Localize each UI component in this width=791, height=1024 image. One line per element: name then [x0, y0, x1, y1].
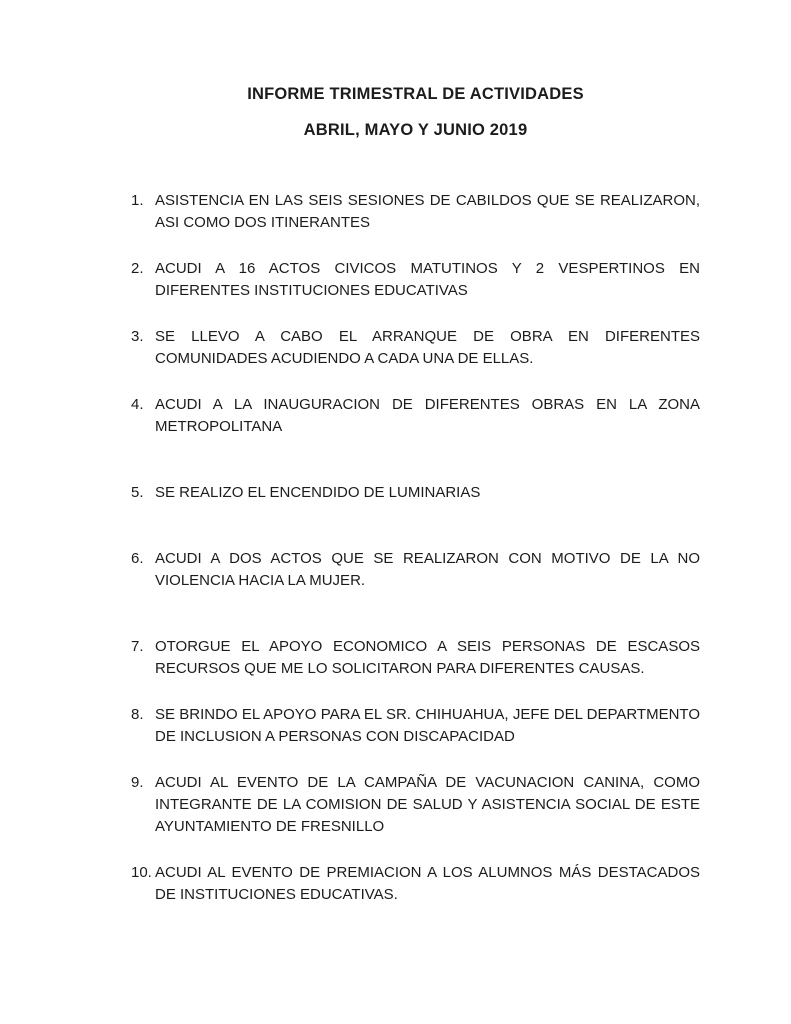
- list-item-number: 7.: [131, 638, 144, 655]
- list-item-number: 9.: [131, 774, 144, 791]
- list-item-text: SE REALIZO EL ENCENDIDO DE LUMINARIAS: [155, 484, 481, 501]
- list-item: [131, 482, 700, 504]
- list-item-number: 5.: [131, 484, 144, 501]
- list-item-number: 3.: [131, 328, 144, 345]
- list-item: [131, 636, 700, 680]
- list-item-number: 10.: [131, 864, 152, 881]
- list-item-number: 6.: [131, 550, 144, 567]
- numbered-list: [131, 190, 700, 906]
- document-title: INFORME TRIMESTRAL DE ACTIVIDADES: [247, 85, 584, 103]
- list-item-text: OTORGUE EL APOYO ECONOMICO A SEIS PERSONAS DE ESCASOS RECURSOS QUE ME LO SOLICITARON PARA DIFERENTES CAUSAS.: [155, 638, 700, 677]
- list-item-text: SE BRINDO EL APOYO PARA EL SR. CHIHUAHUA, JEFE DEL DEPARTMENTO DE INCLUSION A PERSONAS CON DISCAPACIDAD: [155, 706, 700, 745]
- list-item-text: ACUDI AL EVENTO DE PREMIACION A LOS ALUMNOS MÁS DESTACADOS DE INSTITUCIONES EDUCATIVAS.: [155, 864, 700, 903]
- list-item: [131, 326, 700, 370]
- list-item-text: SE LLEVO A CABO EL ARRANQUE DE OBRA EN DIFERENTES COMUNIDADES ACUDIENDO A CADA UNA DE ELLAS.: [155, 328, 700, 367]
- list-item: [131, 772, 700, 838]
- list-item-text: ACUDI AL EVENTO DE LA CAMPAÑA DE VACUNACION CANINA, COMO INTEGRANTE DE LA COMISION DE SALUD Y ASISTENCIA SOCIAL DE ESTE AYUNTAMIENTO DE FRESNILLO: [155, 774, 700, 835]
- document-subtitle: ABRIL, MAYO Y JUNIO 2019: [303, 121, 528, 139]
- list-item-text: ACUDI A DOS ACTOS QUE SE REALIZARON CON MOTIVO DE LA NO VIOLENCIA HACIA LA MUJER.: [155, 550, 700, 589]
- list-item: [131, 548, 700, 592]
- list-item-number: 4.: [131, 396, 144, 413]
- list-item: [131, 862, 700, 906]
- list-item: [131, 258, 700, 302]
- list-item: [131, 394, 700, 438]
- list-item-text: ACUDI A 16 ACTOS CIVICOS MATUTINOS Y 2 VESPERTINOS EN DIFERENTES INSTITUCIONES EDUCATIVAS: [155, 260, 700, 299]
- list-item: [131, 190, 700, 234]
- list-item-number: 8.: [131, 706, 144, 723]
- list-item-text: ACUDI A LA INAUGURACION DE DIFERENTES OBRAS EN LA ZONA METROPOLITANA: [155, 396, 700, 435]
- list-item-number: 1.: [131, 192, 144, 209]
- list-item-number: 2.: [131, 260, 144, 277]
- list-item-text: ASISTENCIA EN LAS SEIS SESIONES DE CABILDOS QUE SE REALIZARON, ASI COMO DOS ITINERANTES: [155, 192, 700, 231]
- list-item: [131, 704, 700, 748]
